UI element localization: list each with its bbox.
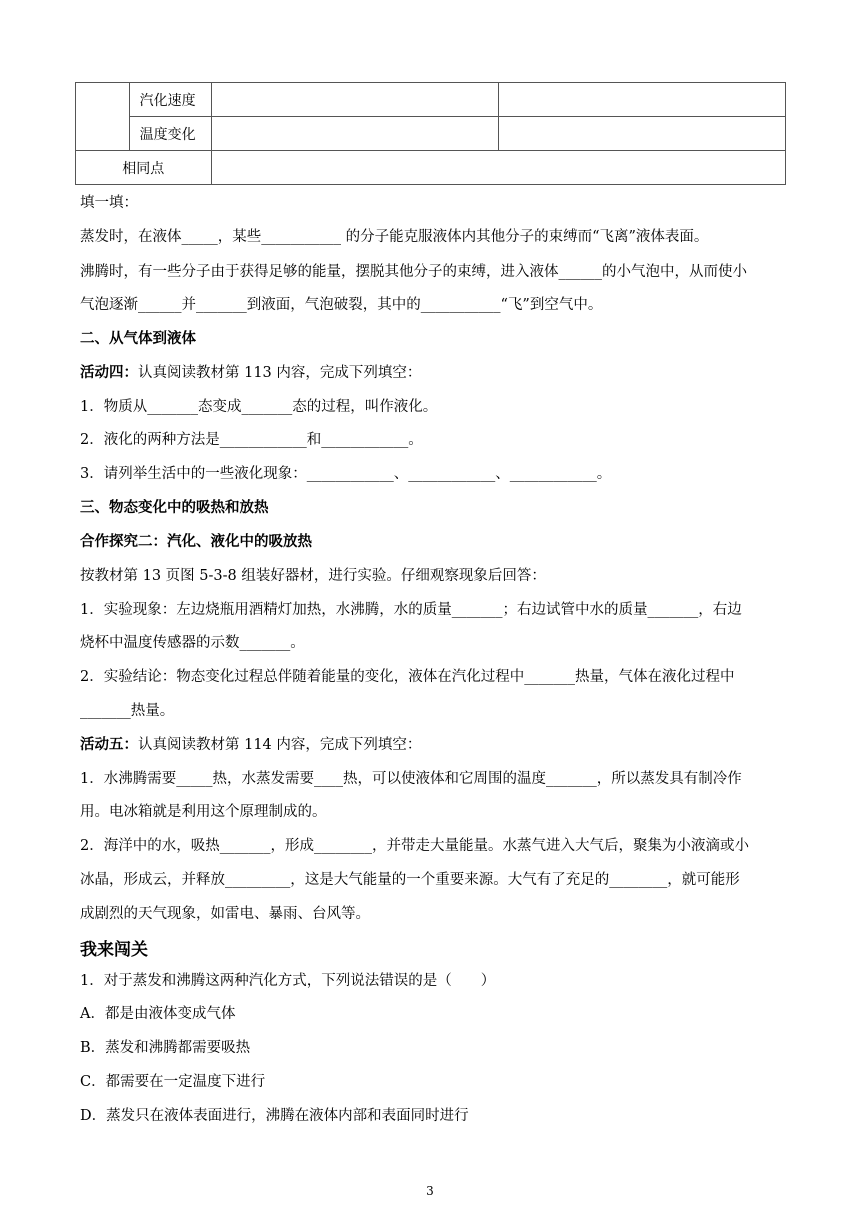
question1-option-b: B．蒸发和沸腾都需要吸热: [80, 1040, 251, 1056]
page-number: 3: [426, 1184, 434, 1198]
activity4-text: 认真阅读教材第 113 内容，完成下列填空：: [138, 365, 422, 381]
table-cell-blank: [498, 117, 785, 151]
activity5-text: 认真阅读教材第 114 内容，完成下列填空：: [138, 737, 422, 753]
evaporation-text: 蒸发时，在液体_____，某些___________ 的分子能克服液体内其他分子的束缚而“飞离”液体表面。: [80, 229, 709, 245]
table-row: [76, 151, 786, 185]
coop2-q2-line2: _______热量。: [80, 703, 175, 719]
question1-option-d: D．蒸发只在液体表面进行，沸腾在液体内部和表面同时进行: [80, 1108, 469, 1124]
activity5-intro: [80, 735, 780, 755]
coop2-q2-line1: 2．实验结论：物态变化过程总伴随着能量的变化，液体在汽化过程中_______热量，气体在液化过程中: [80, 669, 735, 685]
activity5-q2-line2: 冰晶，形成云，并释放_________，这是大气能量的一个重要来源。大气有了充足的________，就可能形: [80, 872, 740, 888]
activity5-title: 活动五：: [80, 736, 138, 753]
table-cell-blank: [211, 117, 498, 151]
comparison-table: [75, 82, 786, 185]
table-row-label: 汽化速度: [129, 83, 211, 117]
activity4-q1: 1．物质从_______态变成_______态的过程，叫作液化。: [80, 399, 438, 415]
table-cell-empty: [76, 83, 130, 151]
coop2-intro: 按教材第 13 页图 5-3-8 组装好器材，进行实验。仔细观察现象后回答：: [80, 568, 546, 584]
coop2-q1-line1: 1．实验现象：左边烧瓶用酒精灯加热，水沸腾，水的质量_______；右边试管中水的质量_______，右边: [80, 602, 742, 618]
table-cell-blank: [498, 83, 785, 117]
activity5-q2-line3: 成剧烈的天气现象，如雷电、暴雨、台风等。: [80, 906, 370, 922]
activity4-intro: [80, 363, 780, 383]
table-cell-blank: [211, 83, 498, 117]
table-row: [76, 117, 786, 151]
coop2-q1-line2: 烧杯中温度传感器的示数_______。: [80, 635, 305, 651]
table-row-label: 温度变化: [129, 117, 211, 151]
activity5-q1-line2: 用。电冰箱就是利用这个原理制成的。: [80, 804, 327, 820]
table-row-label: 相同点: [76, 151, 212, 185]
section2-heading: 二、从气体到液体: [80, 330, 196, 347]
challenge-heading: 我来闯关: [80, 940, 148, 960]
question1-option-c: C．都需要在一定温度下进行: [80, 1074, 266, 1090]
section3-heading: 三、物态变化中的吸热和放热: [80, 499, 269, 516]
activity4-q2: 2．液化的两种方法是____________和____________。: [80, 432, 423, 448]
question1-option-a: A．都是由液体变成气体: [80, 1006, 236, 1022]
question1-stem: 1．对于蒸发和沸腾这两种汽化方式，下列说法错误的是（ ）: [80, 973, 496, 989]
boiling-text-line1: 沸腾时，有一些分子由于获得足够的能量，摆脱其他分子的束缚，进入液体______的小气泡中，从而使小: [80, 264, 747, 280]
boiling-text-line2: 气泡逐渐______并_______到液面，气泡破裂，其中的___________“飞”到空气中。: [80, 297, 603, 313]
table-row: [76, 83, 786, 117]
coop2-heading: 合作探究二：汽化、液化中的吸放热: [80, 533, 312, 550]
activity5-q1-line1: 1．水沸腾需要_____热，水蒸发需要____热，可以使液体和它周围的温度_______，所以蒸发具有制冷作: [80, 771, 742, 787]
table-cell-blank: [211, 151, 785, 185]
fill-title: 填一填：: [80, 195, 138, 211]
activity5-q2-line1: 2．海洋中的水，吸热_______，形成________，并带走大量能量。水蒸气进入大气后，聚集为小液滴或小: [80, 838, 749, 854]
activity4-title: 活动四：: [80, 364, 138, 381]
activity4-q3: 3．请列举生活中的一些液化现象：____________、____________、____________。: [80, 466, 612, 482]
